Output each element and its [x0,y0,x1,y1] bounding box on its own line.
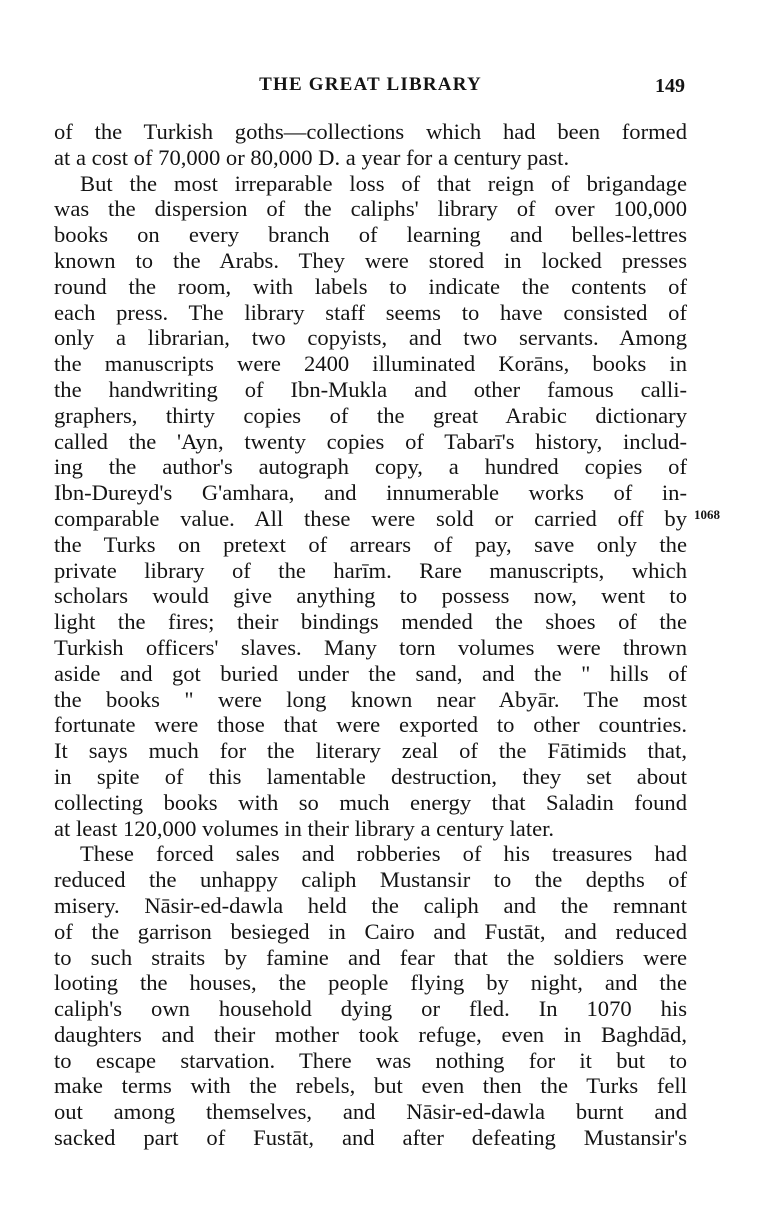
text-line: round the room, with labels to indicate the contents of [54,273,687,299]
text-line: looting the houses, the people flying by night, and the [54,970,687,996]
text-line: the manuscripts were 2400 illuminated Korāns, books in [54,351,687,377]
text-line: aside and got buried under the sand, and the " hills of [54,660,687,686]
text-line: scholars would give anything to possess now, went to [54,583,687,609]
text-line: the handwriting of Ibn-Mukla and other famous calli- [54,376,687,402]
text-line: Ibn-Dureyd's G'amhara, and innumerable works of in- [54,480,687,506]
text-line: only a librarian, two copyists, and two servants. Among [54,325,687,351]
text-line: was the dispersion of the caliphs' library of over 100,000 [54,196,687,222]
text-line: reduced the unhappy caliph Mustansir to the depths of [54,867,687,893]
text-line: misery. Nāsir-ed-dawla held the caliph and the remnant [54,892,687,918]
text-line: the books " were long known near Abyār. The most [54,686,687,712]
margin-year-note: 1068 [694,507,720,522]
text-line: daughters and their mother took refuge, even in Baghdād, [54,1021,687,1047]
text-line: private library of the harīm. Rare manuscripts, which [54,557,687,583]
text-line: out among themselves, and Nāsir-ed-dawla burnt and [54,1099,687,1125]
text-line: comparable value. All these were sold or carried off by [54,505,687,531]
text-line: make terms with the rebels, but even then the Turks fell [54,1073,687,1099]
text-line: known to the Arabs. They were stored in locked presses [54,247,687,273]
text-line: Turkish officers' slaves. Many torn volumes were thrown [54,634,687,660]
text-line: to such straits by famine and fear that the soldiers were [54,944,687,970]
text-line: the Turks on pretext of arrears of pay, save only the [54,531,687,557]
text-line: collecting books with so much energy that Saladin found [54,789,687,815]
page-header [54,68,687,102]
text-line: of the garrison besieged in Cairo and Fustāt, and reduced [54,918,687,944]
text-line: fortunate were those that were exported to other countries. [54,712,687,738]
text-line: books on every branch of learning and belles-lettres [54,222,687,248]
body-text [54,119,687,1151]
text-line: at a cost of 70,000 or 80,000 D. a year for a century past. [54,144,570,170]
text-line: of the Turkish goths—collections which had been formed [54,119,687,144]
text-line: light the fires; their bindings mended the shoes of the [54,609,687,635]
text-line: to escape starvation. There was nothing for it but to [54,1047,687,1073]
text-line: ing the author's autograph copy, a hundred copies of [54,454,687,480]
text-line: each press. The library staff seems to have consisted of [54,299,687,325]
text-line: in spite of this lamentable destruction, they set about [54,763,687,789]
text-line: sacked part of Fustāt, and after defeating Mustansir's [54,1125,687,1151]
text-line: graphers, thirty copies of the great Arabic dictionary [54,402,687,428]
text-line: at least 120,000 volumes in their library a century later. [54,815,555,841]
text-line: It says much for the literary zeal of the Fātimids that, [54,738,687,764]
text-line: called the 'Ayn, twenty copies of Tabarī's history, includ- [54,428,687,454]
text-line: These forced sales and robberies of his treasures had [80,841,687,867]
text-line: caliph's own household dying or fled. In 1070 his [54,996,687,1022]
running-title: THE GREAT LIBRARY [259,74,482,95]
page-number: 149 [655,75,685,97]
text-line: But the most irreparable loss of that reign of brigandage [80,170,687,196]
